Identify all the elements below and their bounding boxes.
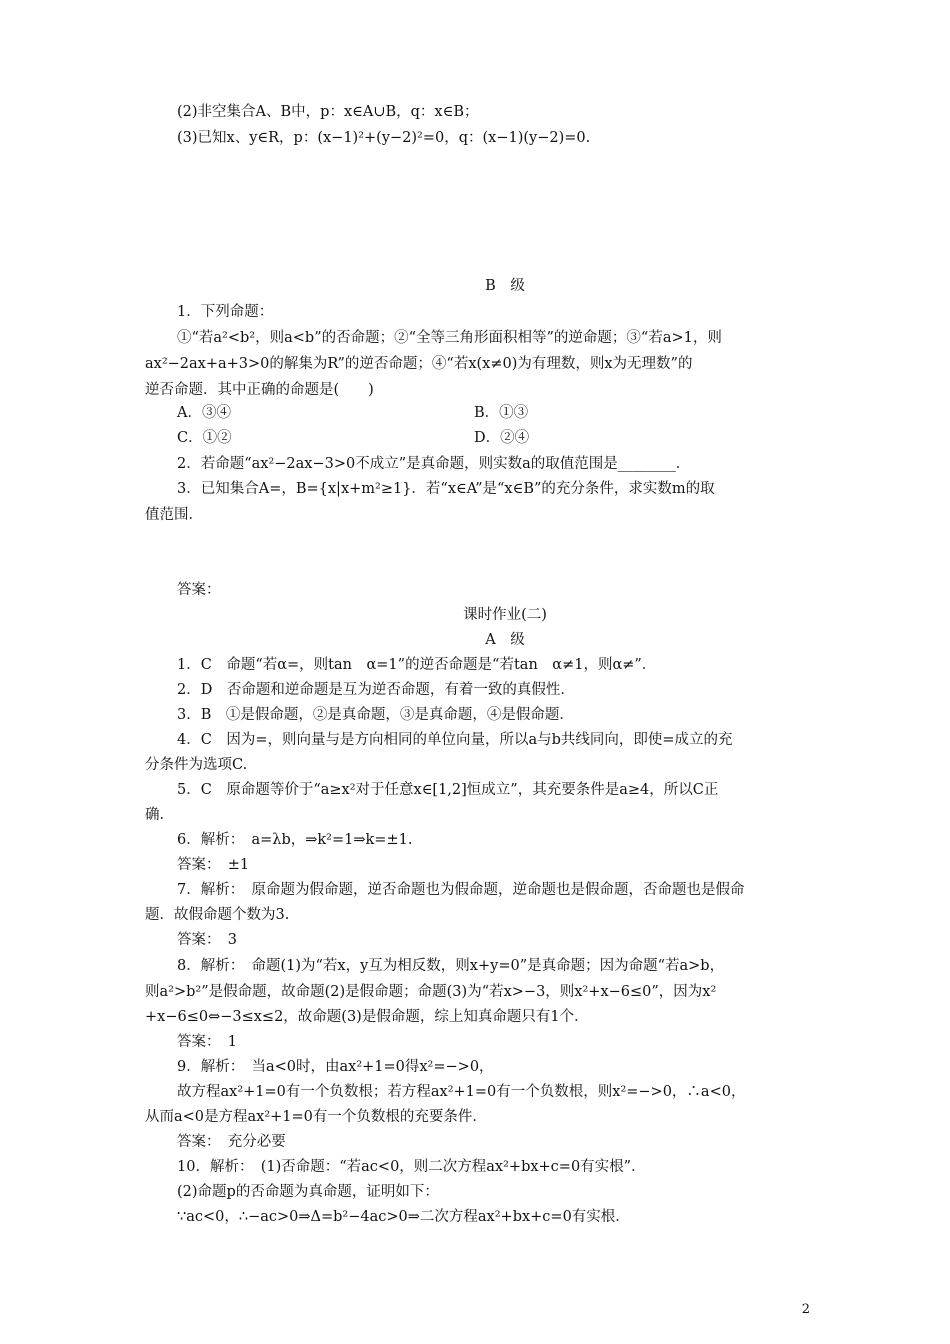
answer-line: 答案： ±1 (177, 857, 250, 873)
answer-line: (2)命题p的否命题为真命题，证明如下： (177, 1184, 439, 1200)
b-level-heading: B 级 (485, 278, 525, 294)
answer-line: 3．B ①是假命题，②是真命题，③是真命题，④是假命题． (177, 707, 574, 723)
b-q1-line-3: 逆否命题．其中正确的命题是( ) (145, 382, 374, 398)
answer-line: 分条件为选项C. (145, 757, 248, 773)
b-q3-line-1: 3．已知集合A=，B={x|x+m²≥1}．若“x∈A”是“x∈B”的充分条件，求实数m的取 (177, 481, 715, 497)
answer-line: 9．解析： 当a<0时，由ax²+1=0得x²=−>0， (177, 1059, 494, 1075)
b-q1-line-2: ax²−2ax+a+3>0的解集为R”的逆否命题；④“若x(x≠0)为有理数，则x为无理数”的 (145, 356, 693, 372)
answers-label: 答案： (177, 582, 221, 598)
page-number: 2 (801, 1302, 810, 1317)
b-q1-option-a: A．③④ (177, 405, 231, 421)
b-q1-option-c: C．①② (177, 430, 232, 446)
top-line-1: (2)非空集合A、B中，p：x∈A∪B，q：x∈B； (177, 104, 479, 120)
answer-line: 5．C 原命题等价于“a≥x²对于任意x∈[1,2]恒成立”，其充要条件是a≥4，所以C正 (177, 782, 719, 798)
answer-line: 答案： 充分必要 (177, 1134, 286, 1150)
answer-line: 1．C 命题“若α=，则tan α=1”的逆否命题是“若tan α≠1，则α≠”． (177, 657, 657, 673)
answer-line: ∵ac<0，∴−ac>0⇒Δ=b²−4ac>0⇒二次方程ax²+bx+c=0有实根． (177, 1209, 630, 1225)
answer-line: 题．故假命题个数为3. (145, 907, 290, 923)
answer-line: +x−6≤0⇔−3≤x≤2，故命题(3)是假命题，综上知真命题只有1个． (145, 1009, 589, 1025)
answer-line: 4．C 因为=，则向量与是方向相同的单位向量，所以a与b共线同向，即使=成立的充 (177, 732, 733, 748)
answer-line: 10．解析： (1)否命题：“若ac<0，则二次方程ax²+bx+c=0有实根”． (177, 1159, 646, 1175)
answers-title: 课时作业(二) (463, 607, 547, 623)
answer-line: 7．解析： 原命题为假命题，逆否命题也为假命题，逆命题也是假命题，否命题也是假命 (177, 882, 745, 898)
b-q1-line-1: ①“若a²<b²，则a<b”的否命题；②“全等三角形面积相等”的逆命题；③“若a>1，则 (177, 330, 722, 346)
b-q2: 2．若命题“ax²−2ax−3>0不成立”是真命题，则实数a的取值范围是________． (177, 456, 691, 472)
answer-line: 故方程ax²+1=0有一个负数根；若方程ax²+1=0有一个负数根，则x²=−>0，∴a<0， (177, 1084, 746, 1100)
b-q1-option-b: B．①③ (474, 405, 529, 421)
answer-line: 2．D 否命题和逆命题是互为逆否命题，有着一致的真假性． (177, 682, 575, 698)
b-q1-stem: 1．下列命题： (177, 304, 274, 320)
answer-line: 8．解析： 命题(1)为“若x，y互为相反数，则x+y=0”是真命题；因为命题“若a>b， (177, 958, 725, 974)
answer-line: 从而a<0是方程ax²+1=0有一个负数根的充要条件． (145, 1109, 487, 1125)
answer-line: 6．解析： a=λb，⇒k²=1⇒k=±1. (177, 832, 413, 848)
top-line-2: (3)已知x、y∈R，p：(x−1)²+(y−2)²=0，q：(x−1)(y−2)=0. (177, 130, 591, 146)
answer-line: 则a²>b²”是假命题，故命题(2)是假命题；命题(3)为“若x>−3，则x²+x−6≤0”，因为x² (145, 984, 717, 1000)
answer-line: 确． (145, 807, 174, 823)
b-q3-line-2: 值范围． (145, 507, 203, 523)
answer-line: 答案： 3 (177, 932, 237, 948)
answers-a-level: A 级 (485, 632, 525, 648)
answer-line: 答案： 1 (177, 1034, 237, 1050)
b-q1-option-d: D．②④ (474, 430, 530, 446)
